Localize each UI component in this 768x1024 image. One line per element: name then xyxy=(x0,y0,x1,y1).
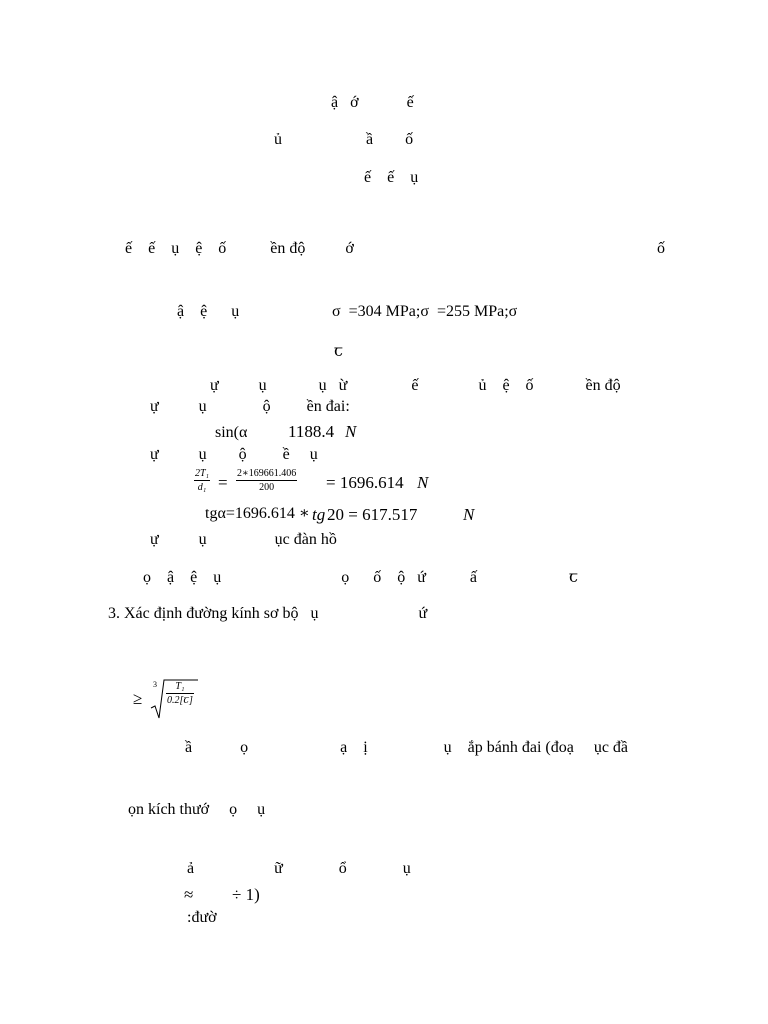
text-line-20-approx: ≈ xyxy=(184,885,194,904)
text-line-14: ọ ậ ệ ụ ọ ố ộ ứ ấ ꞇ xyxy=(143,569,578,586)
fraction-numerator: T₁ xyxy=(175,681,185,692)
text-line-7: ự ụ ụ ừ ế ủ ệ ố ền độ xyxy=(210,377,621,394)
fraction-t1-tau xyxy=(166,681,194,706)
text-line-3: ế ế ụ xyxy=(364,169,419,186)
fraction-calc xyxy=(236,468,297,493)
text-line-9-sin: sin(α xyxy=(215,424,248,441)
text-line-12-tg: tg xyxy=(312,505,326,524)
fraction-denominator: 0.2[ꞇ] xyxy=(167,695,193,706)
text-line-10: ự ụ ộ ề ụ xyxy=(150,446,318,463)
text-line-2: ủ ầ ố xyxy=(274,131,414,148)
equation-result-unit: N xyxy=(417,473,429,492)
text-line-12-unit: N xyxy=(463,505,475,524)
text-line-21: :đườ xyxy=(187,909,217,926)
text-line-18: ọn kích thướ ọ ụ xyxy=(128,801,266,818)
fraction-numerator: 2T₁ xyxy=(195,468,210,479)
text-line-12-c: 20 = 617.517 xyxy=(327,505,418,524)
geq-symbol: ≥ xyxy=(133,689,143,708)
text-line-13: ự ụ ục đàn hồ xyxy=(150,531,337,548)
text-line-5-values: σ =304 MPa;σ =255 MPa;σ xyxy=(332,303,518,320)
text-line-1: ậ ớ ế xyxy=(331,94,414,111)
text-line-20-range: ÷ 1) xyxy=(232,885,260,904)
text-line-5-label: ậ ệ ụ xyxy=(177,303,240,320)
fraction-2t1-d1 xyxy=(194,468,210,493)
text-line-4: ế ế ụ ệ ố ền độ ớ xyxy=(125,240,354,257)
text-line-19: ả ữ ổ ụ xyxy=(187,860,411,877)
fraction-denominator: d₁ xyxy=(197,482,207,493)
text-line-9-value: 1188.4 xyxy=(288,422,335,441)
fraction-bar xyxy=(166,693,194,694)
text-line-9-unit: N xyxy=(345,422,357,441)
text-line-8: ự ụ ộ ền đai: xyxy=(150,398,350,415)
text-line-12-a: tgα=1696.614 ∗ xyxy=(205,505,314,522)
section-heading-3: 3. Xác định đường kính sơ bộ ụ ứ xyxy=(108,605,428,622)
fraction-numerator: 2∗169661.406 xyxy=(237,468,297,479)
fraction-denominator: 200 xyxy=(259,482,275,493)
fraction-bar xyxy=(194,480,210,481)
root-index: 3 xyxy=(153,680,157,689)
cube-root xyxy=(148,676,200,720)
equals-sign: = xyxy=(218,473,228,492)
text-line-6: ꞇ xyxy=(334,343,343,360)
fraction-bar xyxy=(236,480,297,481)
text-line-17: ầ ọ ạ ị ụ ắp bánh đai (đoạ ục đầ xyxy=(185,739,629,756)
text-line-4-end: ố xyxy=(657,240,665,257)
equation-result: = 1696.614 xyxy=(326,473,404,492)
